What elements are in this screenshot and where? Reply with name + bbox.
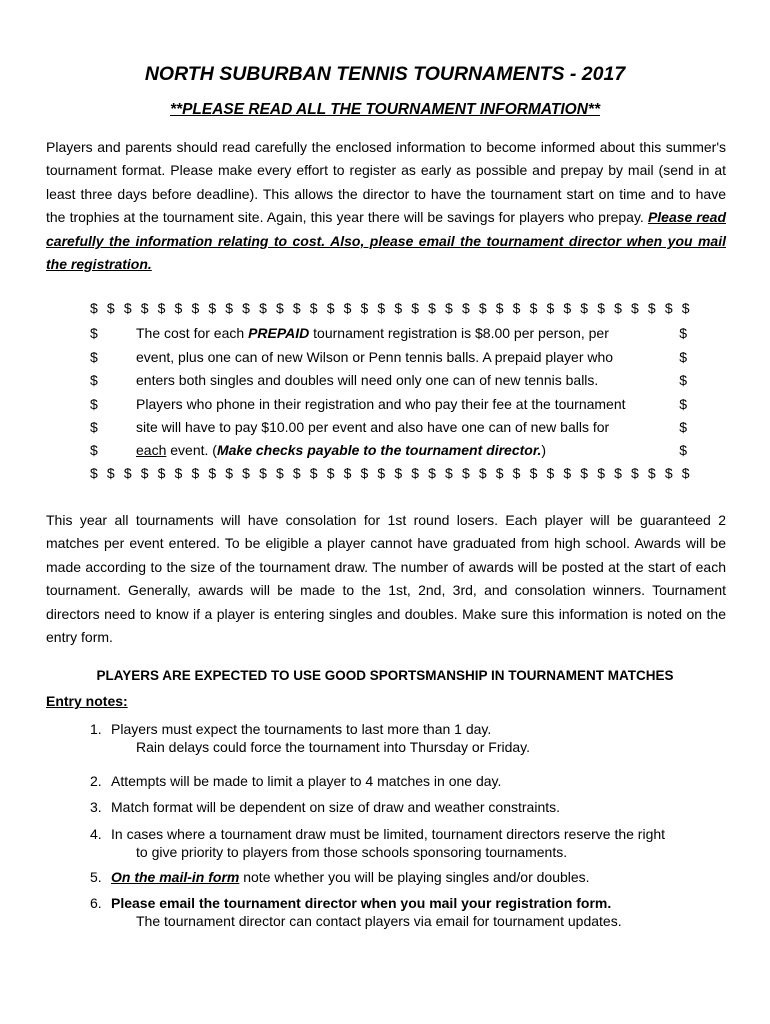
dollar-sign: $ [461,300,470,316]
cost-text: tournament registration is $8.00 per person, per [309,325,609,341]
cost-line-4 [90,396,690,416]
dollar-sign: $ [157,300,166,316]
cost-text: ) [541,442,547,458]
dollar-sign: $ [597,300,605,316]
dollar-left: $ [90,442,98,458]
dollar-sign: $ [309,300,318,316]
dollar-sign: $ [275,300,284,316]
intro-text: Players and parents should read carefully the enclosed information to become informed about this summer's tournament format. Please make every effort to register as early as possible and prepay by mail (send in at least three days before deadline). This allows the director to have the tournament start on time and to have the trophies at the tournament site. Again, this year there will be savings for players who prepay. [46,139,726,226]
dollar-sign: $ [106,300,115,316]
dollar-sign: $ [259,300,267,316]
dollar-sign: $ [360,300,369,316]
dollar-sign: $ [681,300,690,316]
dollar-right: $ [679,419,687,435]
dollar-sign: $ [631,465,639,481]
note-text: Please email the tournament director when you mail your registration form. [111,895,612,911]
dollar-sign: $ [123,300,132,316]
page-subtitle: **PLEASE READ ALL THE TOURNAMENT INFORMATION** [170,101,600,118]
dollar-sign: $ [664,465,673,481]
dollar-sign: $ [208,465,217,481]
entry-notes-label: Entry notes: [46,693,128,709]
note-subtext: to give priority to players from those schools sponsoring tournaments. [136,844,568,860]
note-text: Match format will be dependent on size of draw and weather constraints. [111,799,561,815]
dollar-sign: $ [411,465,420,481]
dollar-right: $ [679,325,687,341]
dollar-sign: $ [191,300,200,316]
dollar-right: $ [679,396,687,412]
note-number: 4. [90,826,102,842]
page-title: NORTH SUBURBAN TENNIS TOURNAMENTS - 2017 [144,63,626,85]
dollar-sign: $ [647,300,656,316]
consolation-paragraph: This year all tournaments will have consolation for 1st round losers. Each player will be guaranteed 2 matches per event entered. To be eligible a player cannot have graduated from high school. Awards will be made according to the size of the tournament draw. The number of awards will be posted at the start of each tournament. Generally, awards will be made to the 1st, 2nd, 3rd, and consolation winners. Tournament directors need to know if a player is entering singles and doubles. Make sure this information is noted on the entry form. [46,512,726,646]
dollar-sign: $ [580,465,589,481]
prepaid-emphasis: PREPAID [248,325,310,341]
cost-text: site will have to pay $10.00 per event and also have one can of new balls for [136,419,610,435]
dollar-sign: $ [478,300,487,316]
dollar-sign: $ [106,465,115,481]
note-text: Players must expect the tournaments to last more than 1 day. [111,721,492,737]
cost-text: event. ( [166,442,217,458]
dollar-sign: $ [563,465,572,481]
dollar-sign: $ [140,465,149,481]
cost-text: enters both singles and doubles will need only one can of new tennis balls. [136,372,599,388]
dollar-sign: $ [614,300,622,316]
dollar-sign: $ [631,300,639,316]
cost-line-1 [90,325,690,345]
dollar-sign: $ [647,465,656,481]
note-number: 5. [90,869,102,885]
dollar-sign: $ [461,465,470,481]
dollar-sign: $ [343,300,352,316]
cost-line-5 [90,419,690,439]
mail-in-form-emphasis: On the mail-in form [111,869,240,885]
dollar-sign: $ [445,465,453,481]
dollar-sign: $ [292,465,301,481]
dollar-sign: $ [157,465,166,481]
dollar-sign: $ [343,465,352,481]
dollar-sign: $ [259,465,267,481]
dollar-left: $ [90,372,98,388]
note-subtext: Rain delays could force the tournament into Thursday or Friday. [136,739,531,755]
note-text: note whether you will be playing singles and/or doubles. [239,869,590,885]
dollar-sign: $ [580,300,589,316]
dollar-sign: $ [275,465,284,481]
dollar-sign: $ [90,465,98,481]
dollar-sign: $ [225,465,234,481]
cost-line-6 [90,442,690,462]
each-underlined: each [136,442,167,458]
note-text: Attempts will be made to limit a player to 4 matches in one day. [111,773,502,789]
note-subtext: The tournament director can contact players via email for tournament updates. [136,913,622,929]
dollar-sign: $ [242,300,250,316]
cost-box-top-border [90,300,690,320]
dollar-sign: $ [614,465,622,481]
dollar-sign: $ [512,300,521,316]
dollar-sign: $ [174,300,183,316]
dollar-sign: $ [664,300,673,316]
dollar-sign: $ [681,465,690,481]
dollar-sign: $ [140,300,149,316]
cost-box-bottom-border [90,465,690,485]
intro-paragraph [46,136,726,276]
dollar-sign: $ [445,300,453,316]
dollar-left: $ [90,419,98,435]
dollar-sign: $ [495,465,504,481]
dollar-sign: $ [225,300,234,316]
dollar-sign: $ [123,465,132,481]
note-number: 3. [90,799,102,815]
dollar-sign: $ [428,465,436,481]
dollar-sign: $ [242,465,250,481]
checks-emphasis: Make checks payable to the tournament director. [216,442,542,458]
note-number: 1. [90,721,102,737]
dollar-sign: $ [563,300,572,316]
dollar-sign: $ [495,300,504,316]
dollar-sign: $ [360,465,369,481]
dollar-sign: $ [326,300,335,316]
dollar-sign: $ [191,465,200,481]
dollar-sign: $ [546,300,555,316]
cost-text: event, plus one can of new Wilson or Penn tennis balls. A prepaid player who [136,349,614,365]
cost-line-3 [90,372,690,392]
dollar-sign: $ [326,465,335,481]
intro-emphasis: Please read carefully the information relating to cost. Also, please email the tournament director when you mail the registration. [46,209,726,273]
note-number: 6. [90,895,102,911]
cost-text: The cost for each [136,325,249,341]
dollar-sign: $ [377,465,386,481]
dollar-left: $ [90,396,98,412]
dollar-sign: $ [597,465,605,481]
dollar-sign: $ [292,300,301,316]
sportsmanship-heading: PLAYERS ARE EXPECTED TO USE GOOD SPORTSMANSHIP IN TOURNAMENT MATCHES [96,668,674,683]
dollar-sign: $ [90,300,98,316]
note-number: 2. [90,773,102,789]
dollar-sign: $ [529,465,538,481]
note-text: In cases where a tournament draw must be limited, tournament directors reserve the right [111,826,666,842]
cost-text: Players who phone in their registration and who pay their fee at the tournament [136,396,626,412]
dollar-sign: $ [394,465,403,481]
dollar-sign: $ [377,300,386,316]
dollar-sign: $ [512,465,521,481]
dollar-sign: $ [174,465,183,481]
dollar-sign: $ [394,300,403,316]
dollar-sign: $ [546,465,555,481]
dollar-sign: $ [309,465,318,481]
dollar-sign: $ [529,300,538,316]
dollar-sign: $ [478,465,487,481]
dollar-right: $ [679,349,687,365]
dollar-sign: $ [411,300,420,316]
dollar-left: $ [90,349,98,365]
dollar-left: $ [90,325,98,341]
cost-line-2 [90,349,690,369]
dollar-sign: $ [208,300,217,316]
dollar-sign: $ [428,300,436,316]
dollar-right: $ [679,442,687,458]
dollar-right: $ [679,372,687,388]
